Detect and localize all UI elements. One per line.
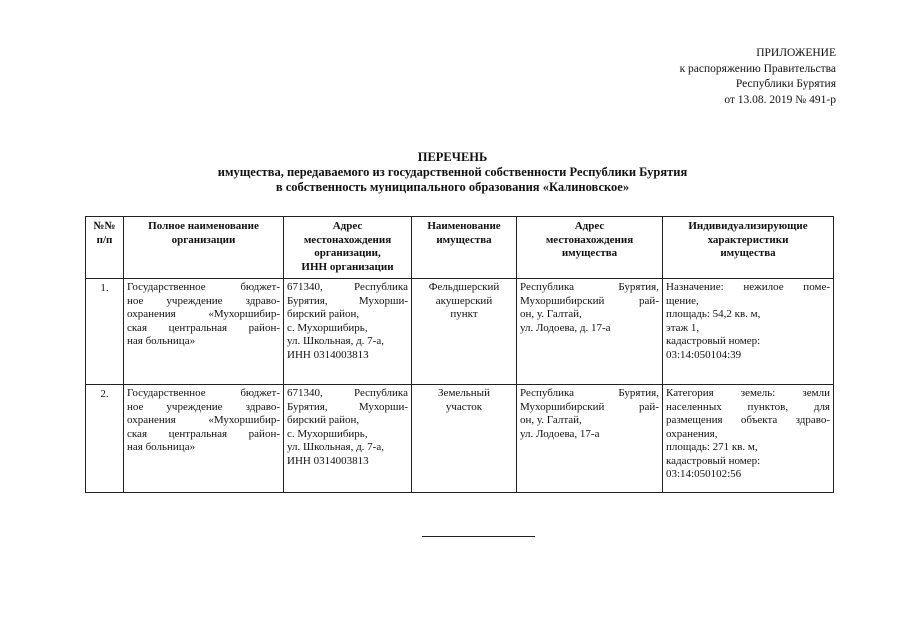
cell-line: щение,	[666, 294, 699, 307]
cell-line: ное учреждение здраво-	[127, 400, 280, 413]
header-line: Адрес	[332, 220, 363, 232]
cell-line: он, у. Галтай,	[520, 308, 582, 320]
cell-line: ская центральная район-	[127, 321, 280, 334]
cell-line: охранения «Мухоршибир-	[127, 308, 280, 320]
header-characteristics	[663, 217, 834, 279]
header-line: имущества	[436, 233, 492, 246]
cell-line: этаж 1,	[666, 321, 700, 334]
row-number: 2.	[86, 385, 124, 493]
cell-line: кадастровый номер:	[666, 454, 761, 467]
header-line: Адрес	[574, 220, 605, 232]
cell-line: Категория земель: земли	[666, 387, 830, 399]
closing-divider-line	[422, 536, 535, 537]
header-line: местонахождения	[303, 233, 392, 246]
org-address-cell	[284, 279, 412, 385]
title-subheading-2: в собственность муниципального образования «Калиновское»	[275, 180, 630, 194]
header-line: Наименование	[427, 220, 501, 232]
header-line: п/п	[96, 233, 113, 246]
cell-line: акушерский	[435, 294, 493, 307]
org-address-cell	[284, 385, 412, 493]
cell-line: ИНН 0314003813	[287, 348, 369, 361]
header-property-name	[412, 217, 517, 279]
document-title	[0, 150, 905, 195]
cell-line: Мухоршибирский рай-	[520, 400, 659, 413]
property-address-cell	[517, 385, 663, 493]
org-name-cell	[124, 385, 284, 493]
cell-line: с. Мухоршибирь,	[287, 427, 368, 440]
header-property-address	[517, 217, 663, 279]
characteristics-cell	[663, 385, 834, 493]
header-number	[86, 217, 124, 279]
header-line: имущества	[720, 247, 776, 259]
appendix-government-line: Республики Бурятия	[735, 78, 836, 90]
row-number: 1.	[86, 279, 124, 385]
header-line: Полное наименование	[148, 220, 259, 232]
cell-line: с. Мухоршибирь,	[287, 321, 368, 334]
cell-line: Бурятия, Мухорши-	[287, 294, 408, 307]
cell-line: бирский район,	[287, 308, 360, 320]
cell-line: размещения объекта здраво-	[666, 414, 830, 426]
header-line: Индивидуализирующие	[688, 220, 808, 232]
cell-line: ная больница»	[127, 335, 196, 347]
cell-line: ул. Школьная, д. 7-а,	[287, 441, 384, 453]
cell-line: 03:14:050104:39	[666, 348, 742, 361]
header-line: имущества	[561, 247, 618, 259]
cell-line: Земельный	[438, 387, 490, 399]
header-line: №№	[93, 220, 116, 232]
table-header-row	[86, 217, 834, 279]
property-name-cell	[412, 279, 517, 385]
header-line: характеристики	[707, 233, 789, 246]
cell-line: Республика Бурятия,	[520, 387, 659, 399]
cell-line: ное учреждение здраво-	[127, 294, 280, 307]
cell-line: он, у. Галтай,	[520, 414, 582, 426]
property-address-cell	[517, 279, 663, 385]
header-org-address	[284, 217, 412, 279]
cell-line: Мухоршибирский рай-	[520, 294, 659, 307]
table-row	[86, 385, 834, 493]
cell-line: Бурятия, Мухорши-	[287, 400, 408, 413]
cell-line: Республика Бурятия,	[520, 281, 659, 293]
org-name-cell	[124, 279, 284, 385]
cell-line: ская центральная район-	[127, 427, 280, 440]
title-heading: ПЕРЕЧЕНЬ	[417, 150, 488, 164]
cell-line: площадь: 54,2 кв. м,	[666, 308, 761, 320]
cell-line: ул. Лодоева, 17-а	[520, 427, 600, 440]
cell-line: бирский район,	[287, 414, 360, 426]
cell-line: Фельдшерский	[428, 281, 500, 293]
cell-line: 671340, Республика	[287, 387, 408, 399]
header-line: организации	[171, 233, 236, 246]
header-line: местонахождения	[545, 233, 634, 246]
appendix-block	[680, 46, 836, 108]
appendix-order-line: к распоряжению Правительства	[679, 62, 836, 75]
cell-line: 671340, Республика	[287, 281, 408, 293]
header-org-name	[124, 217, 284, 279]
characteristics-cell	[663, 279, 834, 385]
table-row	[86, 279, 834, 385]
cell-line: кадастровый номер:	[666, 335, 761, 347]
header-line: организации,	[314, 247, 381, 259]
cell-line: охранения «Мухоршибир-	[127, 414, 280, 426]
cell-line: ИНН 0314003813	[287, 454, 369, 467]
cell-line: Государственное бюджет-	[127, 387, 280, 399]
cell-line: Государственное бюджет-	[127, 281, 280, 293]
cell-line: ул. Школьная, д. 7-а,	[287, 335, 384, 347]
header-line: ИНН организации	[301, 260, 394, 273]
cell-line: площадь: 271 кв. м,	[666, 441, 758, 453]
property-table	[85, 216, 834, 493]
cell-line: 03:14:050102:56	[666, 468, 742, 480]
cell-line: Назначение: нежилое поме-	[666, 281, 830, 293]
cell-line: ул. Лодоева, д. 17-а	[520, 321, 611, 334]
title-subheading-1: имущества, передаваемого из государственной собственности Республики Бурятия	[217, 165, 688, 179]
appendix-date-number: от 13.08. 2019 № 491-р	[724, 93, 836, 106]
cell-line: ная больница»	[127, 441, 196, 453]
cell-line: населенных пунктов, для	[666, 400, 830, 413]
cell-line: охранения,	[666, 427, 718, 440]
cell-line: пункт	[450, 308, 478, 320]
cell-line: участок	[445, 400, 483, 413]
appendix-title: ПРИЛОЖЕНИЕ	[756, 47, 836, 59]
property-name-cell	[412, 385, 517, 493]
